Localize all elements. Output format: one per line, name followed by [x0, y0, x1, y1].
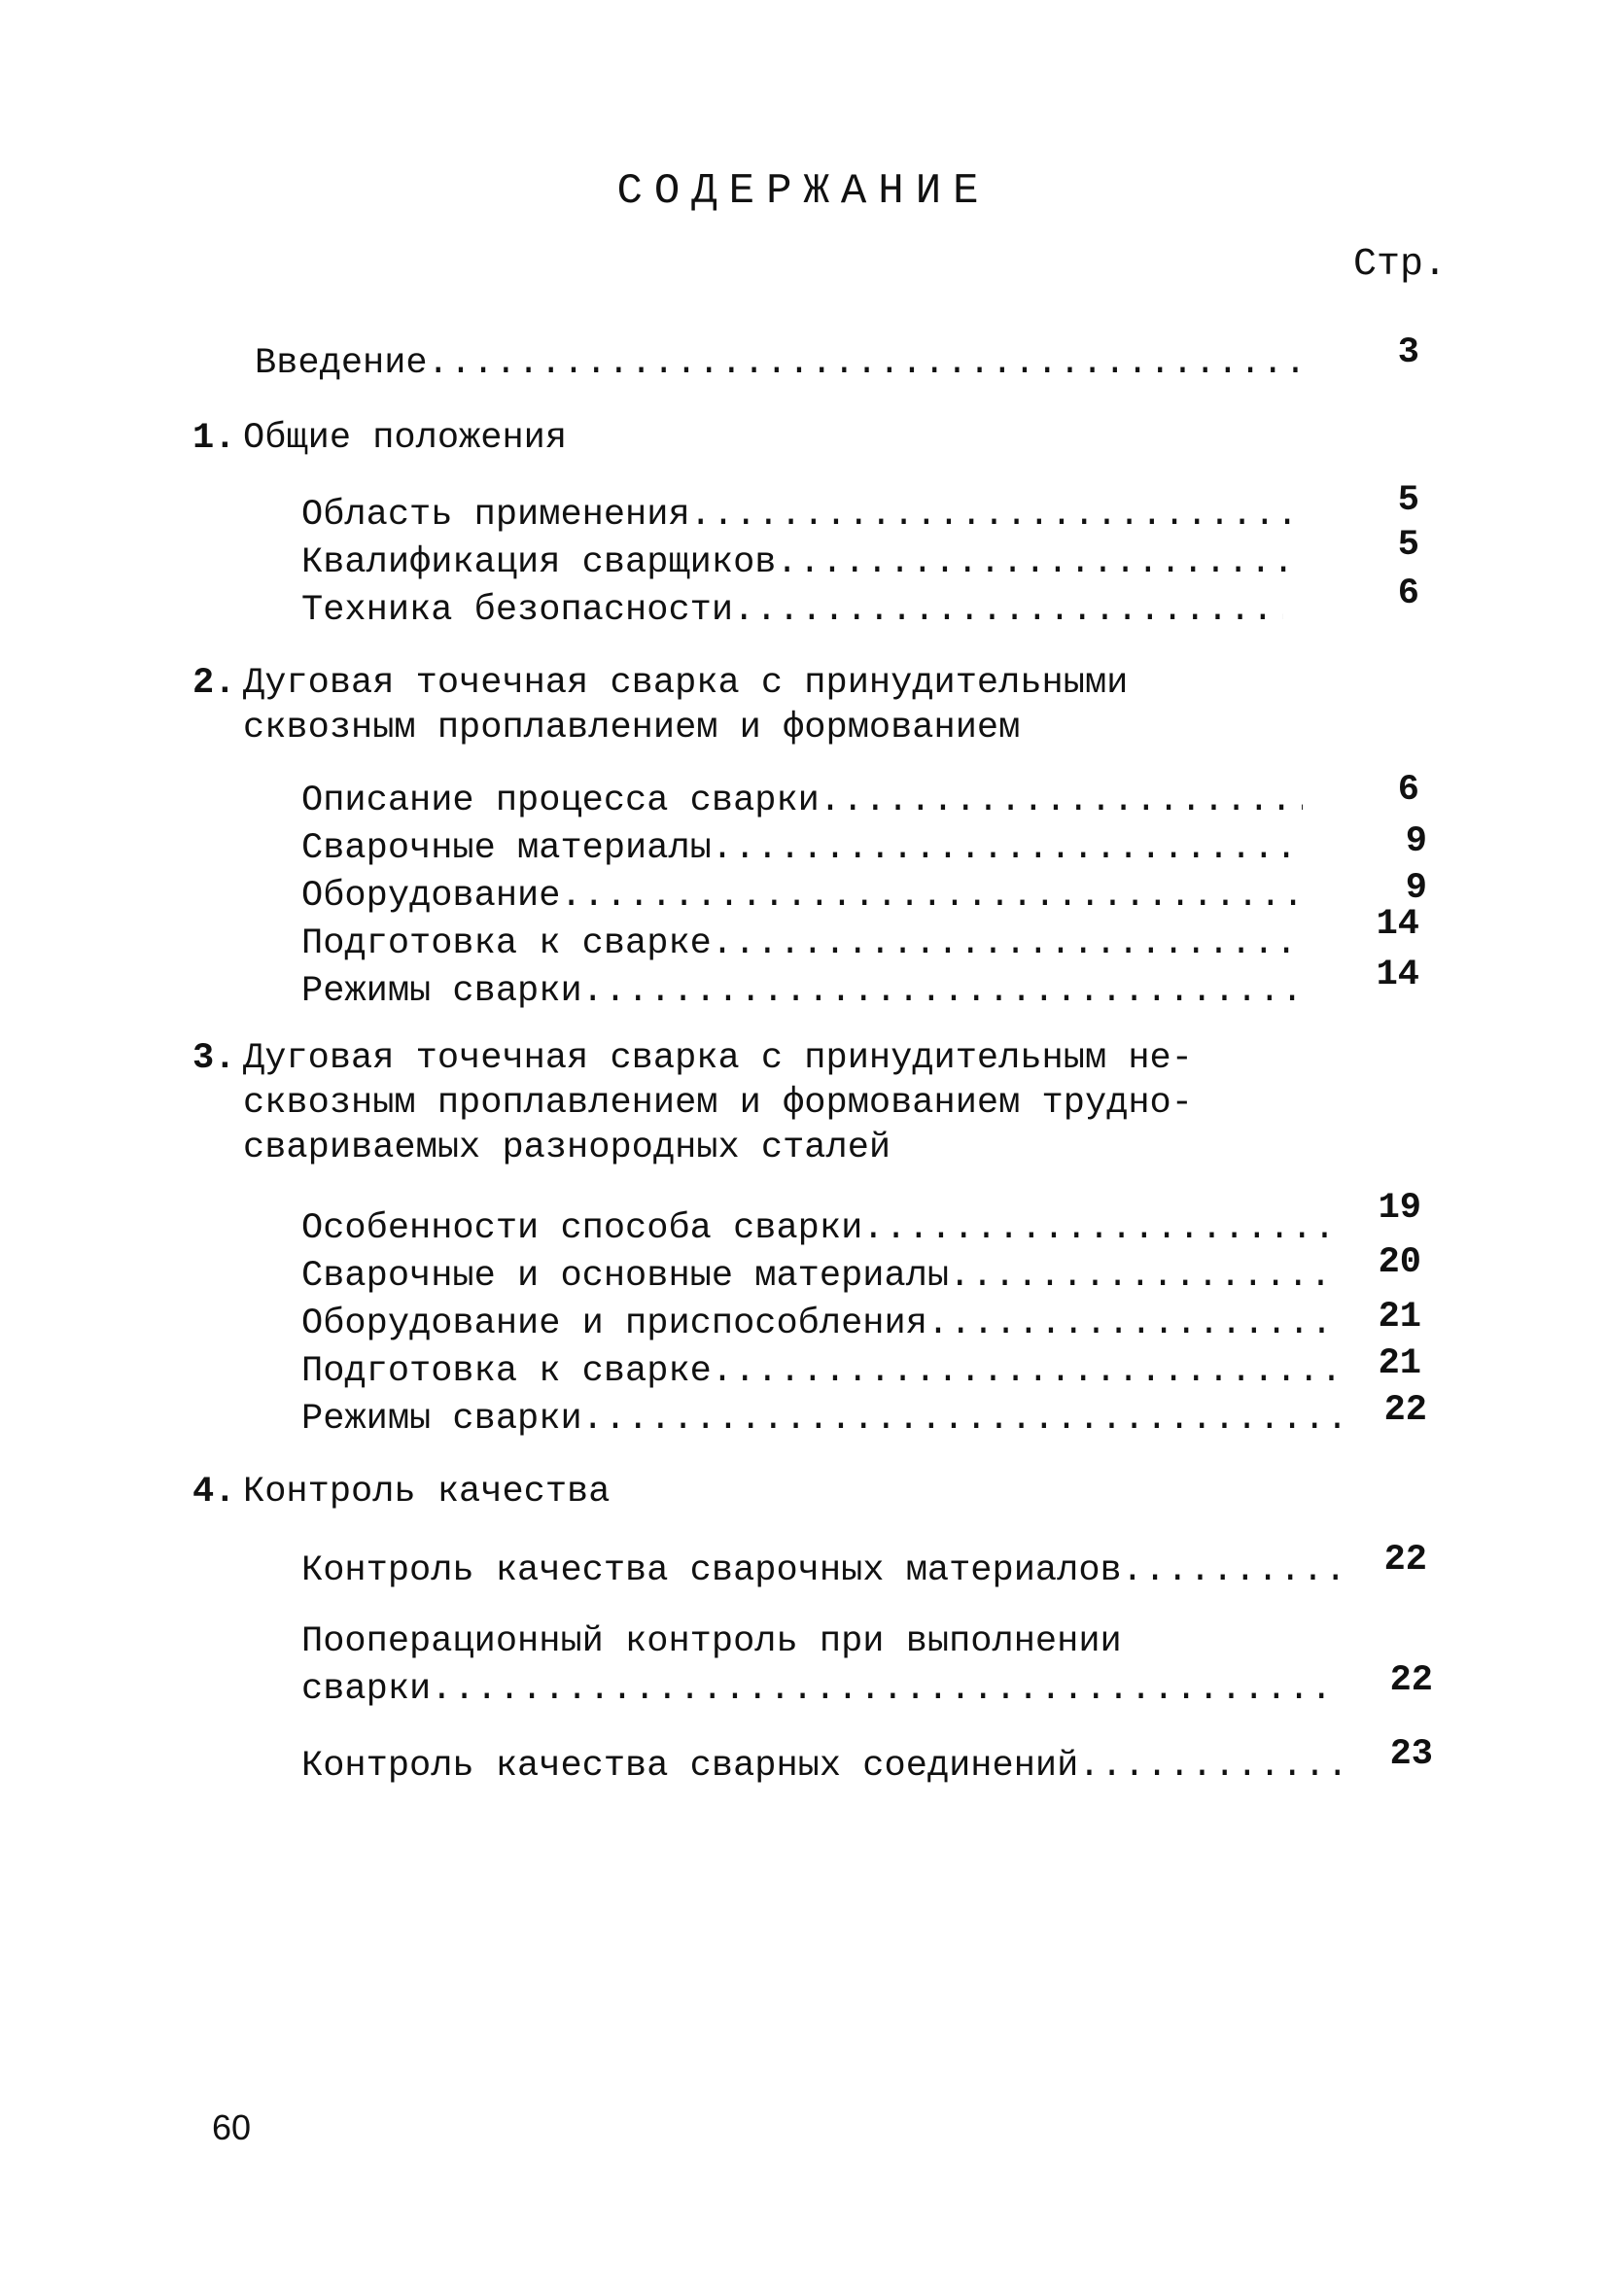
leader-dots — [927, 1303, 1342, 1345]
toc-entry-label: Введение — [255, 343, 428, 384]
page-column-header: Стр. — [1353, 243, 1448, 287]
section-number: 1. — [192, 418, 236, 459]
section-title-line: свариваемых разнородных сталей — [243, 1128, 891, 1168]
contents-title: СОДЕРЖАНИЕ — [616, 167, 991, 216]
toc-entry-label: Сварочные и основные материалы — [301, 1256, 950, 1297]
leader-dots — [820, 780, 1303, 822]
section-heading — [192, 1470, 610, 1514]
toc-page-number: 21 — [1378, 1343, 1421, 1384]
toc-page-number: 19 — [1378, 1188, 1421, 1229]
toc-entry-label: Режимы сварки — [301, 971, 582, 1012]
section-number: 3. — [192, 1038, 236, 1079]
leader-dots — [949, 1255, 1334, 1298]
toc-entry-label: Подготовка к сварке — [301, 1351, 712, 1392]
toc-entry-label: Описание процесса сварки — [301, 781, 820, 821]
toc-page-number: 22 — [1389, 1660, 1433, 1701]
toc-entry-label: Режимы сварки — [301, 1399, 582, 1440]
leader-dots — [712, 922, 1303, 965]
section-heading — [192, 416, 567, 461]
toc-page-number: 22 — [1383, 1390, 1427, 1431]
toc-entry-label: Оборудование — [301, 876, 561, 917]
section-title-line: Контроль качества — [243, 1472, 611, 1513]
toc-entry-label: сварки — [301, 1669, 432, 1710]
footer-page-number: 60 — [212, 2107, 252, 2147]
toc-entry-label: Оборудование и приспособления — [301, 1304, 927, 1344]
leader-dots — [776, 541, 1303, 584]
toc-page-number: 9 — [1405, 868, 1427, 909]
toc-entry[interactable] — [301, 494, 1303, 537]
toc-entry[interactable] — [301, 922, 1303, 965]
toc-page-number: 3 — [1397, 332, 1419, 373]
leader-dots — [712, 827, 1303, 870]
section-heading — [192, 1036, 1193, 1170]
toc-entry[interactable] — [301, 1350, 1342, 1393]
section-number: 4. — [192, 1472, 236, 1513]
toc-page-number: 14 — [1376, 904, 1419, 945]
leader-dots — [733, 589, 1283, 632]
toc-page-number: 21 — [1378, 1297, 1421, 1338]
leader-dots — [582, 970, 1312, 1013]
toc-page-number: 6 — [1397, 574, 1419, 614]
section-title-line: Общие положения — [243, 418, 568, 459]
toc-entry[interactable] — [301, 875, 1303, 918]
toc-entry-label: Контроль качества сварочных материалов — [301, 1550, 1122, 1591]
toc-page-number: 5 — [1397, 525, 1419, 566]
section-title-line: сквозным проплавлением и формованием трудно- — [243, 1083, 1193, 1124]
section-heading — [192, 661, 1128, 750]
toc-entry[interactable] — [301, 1668, 1342, 1711]
toc-entry[interactable] — [301, 1398, 1347, 1441]
toc-entry-label: Контроль качества сварных соединений — [301, 1746, 1079, 1787]
toc-entry[interactable] — [301, 1303, 1342, 1345]
leader-dots — [431, 1668, 1342, 1711]
toc-entry[interactable] — [301, 1745, 1342, 1788]
leader-dots — [690, 494, 1303, 537]
toc-page-number: 14 — [1376, 955, 1419, 995]
section-title-line: Дуговая точечная сварка с принудительными — [243, 663, 1129, 704]
leader-dots — [1122, 1549, 1347, 1592]
toc-entry[interactable] — [301, 1255, 1334, 1298]
toc-entry[interactable] — [301, 780, 1303, 822]
toc-page-number: 20 — [1378, 1242, 1421, 1283]
toc-entry[interactable] — [301, 1549, 1347, 1592]
section-number: 2. — [192, 663, 236, 704]
toc-entry-label: Техника безопасности — [301, 590, 734, 631]
toc-entry-label: Подготовка к сварке — [301, 923, 712, 964]
toc-entry[interactable] — [301, 1207, 1334, 1250]
leader-dots — [428, 342, 1303, 385]
toc-entry-label: Область применения — [301, 495, 690, 536]
toc-page-number: 5 — [1397, 480, 1419, 521]
toc-entry[interactable] — [301, 541, 1303, 584]
toc-entry[interactable] — [301, 970, 1312, 1013]
toc-entry-label: Сварочные материалы — [301, 828, 712, 869]
toc-page-number: 9 — [1405, 821, 1427, 862]
toc-page-number: 6 — [1397, 770, 1419, 811]
toc-entry[interactable] — [301, 827, 1303, 870]
leader-dots — [712, 1350, 1342, 1393]
toc-entry[interactable] — [301, 589, 1283, 632]
leader-dots — [862, 1207, 1334, 1250]
toc-entry-label: Особенности способа сварки — [301, 1208, 863, 1249]
leader-dots — [560, 875, 1303, 918]
toc-page-number: 22 — [1383, 1540, 1427, 1581]
leader-dots — [1078, 1745, 1342, 1788]
toc-entry-label-line: Пооперационный контроль при выполнении — [301, 1621, 1122, 1662]
section-title-line: сквозным проплавлением и формованием — [243, 708, 1021, 748]
leader-dots — [582, 1398, 1347, 1441]
section-title-line: Дуговая точечная сварка с принудительным не- — [243, 1038, 1193, 1079]
toc-entry-intro[interactable] — [255, 342, 1303, 385]
toc-page-number: 23 — [1389, 1734, 1433, 1775]
toc-entry-label: Квалификация сварщиков — [301, 542, 777, 583]
